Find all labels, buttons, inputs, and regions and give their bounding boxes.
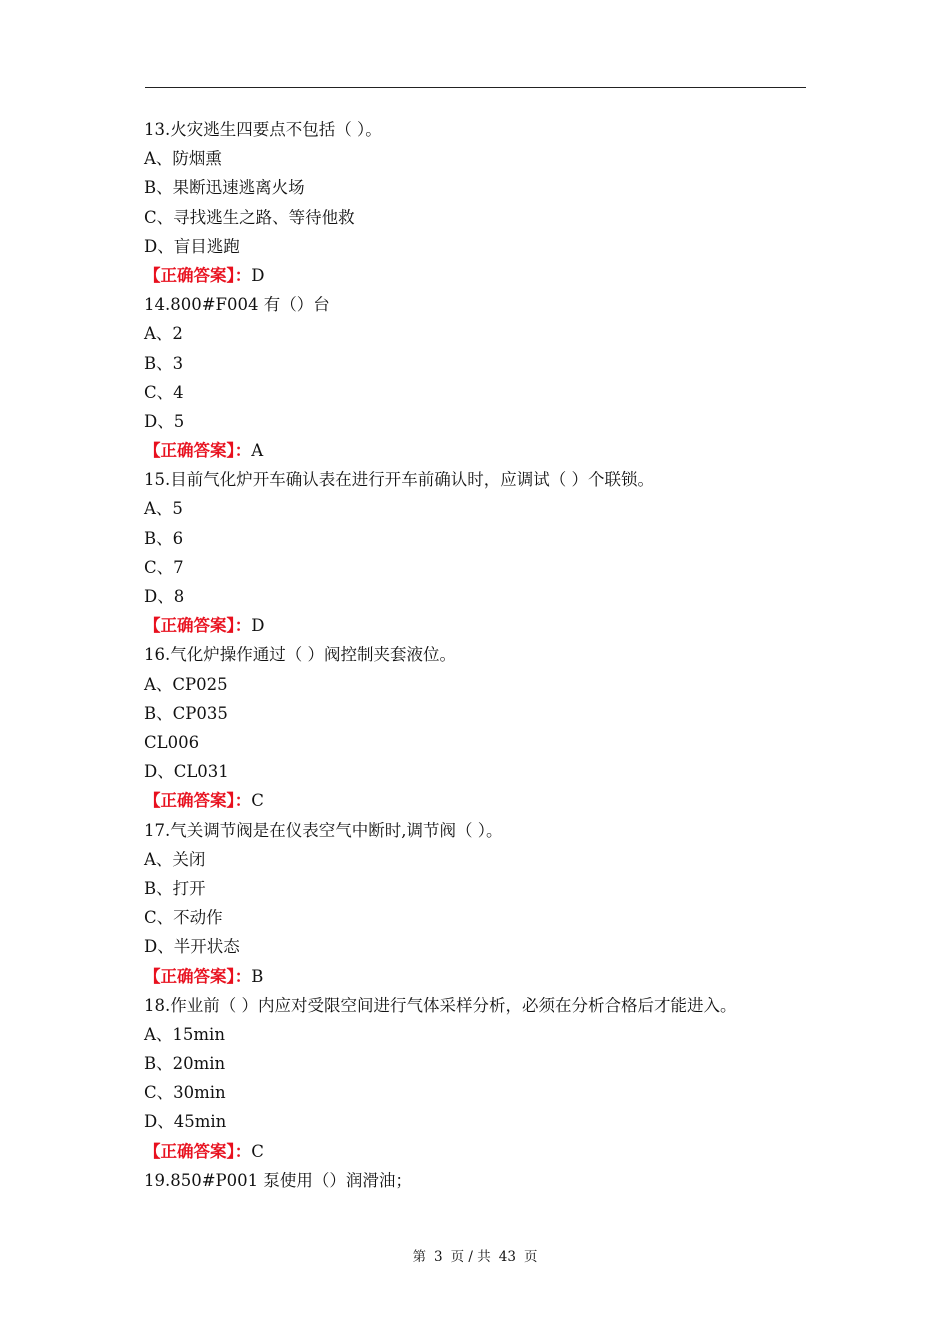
current-page-number: 3 <box>434 1249 443 1265</box>
option-b: B、6 <box>144 528 184 548</box>
question-list <box>144 115 809 1195</box>
option-a: A、5 <box>144 499 183 519</box>
answer-label: 【正确答案】： <box>144 616 252 636</box>
option-b: B、3 <box>144 353 184 373</box>
answer-label: 【正确答案】： <box>144 791 252 811</box>
question-19 <box>144 1166 809 1195</box>
question-text: 19.850#P001 泵使用（）润滑油； <box>144 1170 412 1190</box>
question-text: 17.气关调节阀是在仪表空气中断时,调节阀（ ）。 <box>144 820 503 840</box>
option-a: A、CP025 <box>144 674 228 694</box>
question-13 <box>144 115 809 290</box>
answer-label: 【正确答案】： <box>144 966 252 986</box>
question-16 <box>144 640 809 815</box>
header-rule <box>145 87 806 88</box>
answer-line <box>144 962 809 991</box>
option-d: D、45min <box>144 1112 227 1132</box>
option-a: A、防烟熏 <box>144 149 222 169</box>
question-15 <box>144 465 809 640</box>
question-text: 18.作业前（ ）内应对受限空间进行气体采样分析，必须在分析合格后才能进入。 <box>144 995 737 1015</box>
option-b: B、果断迅速逃离火场 <box>144 178 305 198</box>
question-text: 16.气化炉操作通过（ ）阀控制夹套液位。 <box>144 645 456 665</box>
answer-value: B <box>251 966 264 986</box>
question-17 <box>144 816 809 991</box>
answer-label: 【正确答案】： <box>144 265 252 285</box>
option-c: C、30min <box>144 1083 226 1103</box>
option-b: B、打开 <box>144 878 206 898</box>
question-text: 15.目前气化炉开车确认表在进行开车前确认时，应调试（ ）个联锁。 <box>144 470 654 490</box>
question-18 <box>144 991 809 1166</box>
footer-suffix: 页 <box>523 1249 538 1265</box>
answer-value: A <box>251 441 264 461</box>
option-a: A、2 <box>144 324 183 344</box>
answer-value: C <box>251 791 264 811</box>
answer-line <box>144 436 809 465</box>
option-c: CL006 <box>144 733 200 752</box>
answer-value: D <box>251 265 265 285</box>
footer-prefix: 第 <box>412 1249 427 1265</box>
option-b: B、CP035 <box>144 703 228 723</box>
answer-label: 【正确答案】： <box>144 441 252 461</box>
option-c: C、7 <box>144 557 184 577</box>
total-page-count: 43 <box>498 1249 516 1265</box>
question-14 <box>144 290 809 465</box>
answer-line <box>144 261 809 290</box>
answer-value: D <box>251 616 265 636</box>
footer-mid: 页 / 共 <box>450 1249 491 1265</box>
question-text: 14.800#F004 有（）台 <box>144 295 330 315</box>
option-d: D、盲目逃跑 <box>144 236 240 256</box>
answer-label: 【正确答案】： <box>144 1141 252 1161</box>
option-a: A、15min <box>144 1024 225 1044</box>
option-d: D、5 <box>144 411 185 431</box>
question-text: 13.火灾逃生四要点不包括（ ）。 <box>144 120 382 139</box>
option-d: D、半开状态 <box>144 937 240 957</box>
answer-value: C <box>251 1141 264 1161</box>
option-b: B、20min <box>144 1054 226 1074</box>
option-a: A、关闭 <box>144 849 206 869</box>
answer-line <box>144 786 809 815</box>
option-d: D、8 <box>144 587 185 607</box>
page-footer <box>0 1245 950 1265</box>
option-d: D、CL031 <box>144 762 229 782</box>
answer-line <box>144 611 809 640</box>
option-c: C、寻找逃生之路、等待他救 <box>144 207 355 227</box>
answer-line <box>144 1137 809 1166</box>
option-c: C、不动作 <box>144 908 223 928</box>
option-c: C、4 <box>144 382 184 402</box>
